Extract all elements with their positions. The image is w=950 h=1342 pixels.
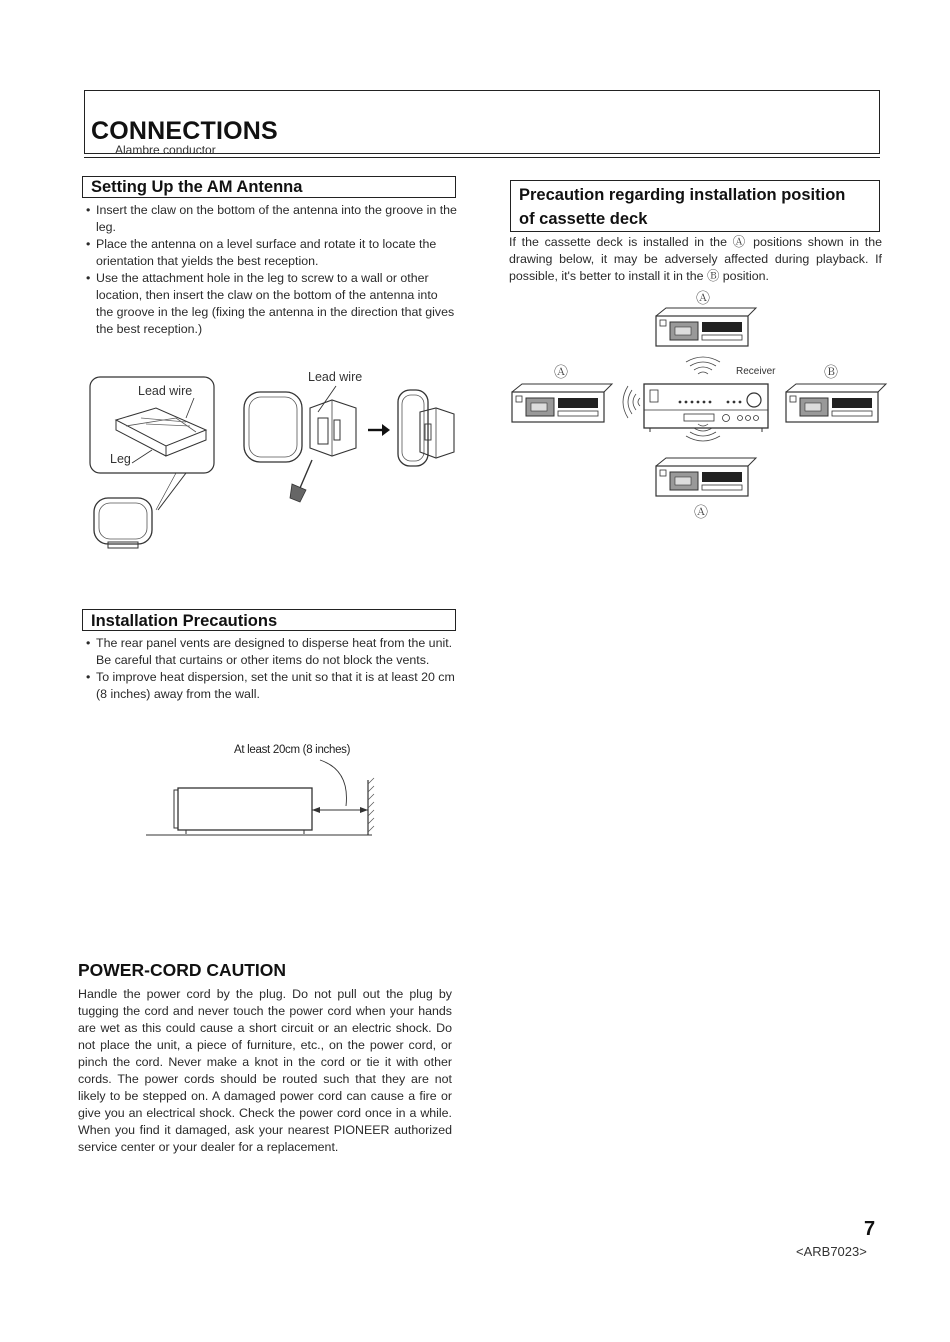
receiver-unit (644, 384, 768, 432)
cassette-heading-line2: of cassette deck (519, 210, 648, 228)
clearance-label: At least 20cm (8 inches) (234, 744, 351, 756)
cassette-heading-line1: Precaution regarding installation position (519, 186, 846, 204)
clearance-illustration (140, 740, 400, 850)
header-divider (84, 157, 880, 158)
installation-bullet-1: • The rear panel vents are designed to disperse heat from the unit. Be careful that curtains or other items do not block the vents. (86, 635, 458, 669)
page-title: CONNECTIONS (91, 117, 278, 145)
am-antenna-bullet-3: • Use the attachment hole in the leg to screw to a wall or other location, then insert the claw on the bottom of the antenna into the groove in the leg (fixing the antenna in the direction that gives the best reception.) (86, 270, 458, 338)
leg-label: Leg (110, 452, 131, 466)
cassette-figure (508, 286, 888, 526)
installation-bullets (86, 635, 458, 703)
am-antenna-heading-box (82, 176, 456, 198)
signal-waves-left (623, 386, 640, 418)
installation-heading-box (82, 609, 456, 631)
cassette-heading-box (510, 180, 880, 232)
lead-wire-label-right: Lead wire (308, 370, 363, 384)
lead-wire-label-left: Lead wire (138, 384, 193, 398)
position-a-top-label: Ⓐ (696, 290, 710, 306)
page-subtitle: Alambre conductor (115, 143, 216, 157)
signal-waves-top (686, 357, 720, 374)
installation-bullet-2: • To improve heat dispersion, set the unit so that it is at least 20 cm (8 inches) away from the wall. (86, 669, 458, 703)
deck-bottom (656, 458, 756, 496)
document-code: <ARB7023> (796, 1244, 867, 1259)
receiver-label: Receiver (736, 366, 776, 377)
deck-top (656, 308, 756, 346)
page-number: 7 (864, 1218, 876, 1240)
position-b-right-label: Ⓑ (824, 364, 838, 380)
am-antenna-bullet-2: • Place the antenna on a level surface and rotate it to locate the orientation that yields the best reception. (86, 236, 458, 270)
power-cord-paragraph: Handle the power cord by the plug. Do not pull out the plug by tugging the cord and never touch the power cord when your hands are wet as this could cause a short circuit or an electric shock. Do not place the unit, a piece of furniture, etc., on the power cord, or pinch the cord. Never make a knot in the cord or tie it with other cords. The power cords should be routed such that they are not likely to be stepped on. A damaged power cord can cause a fire or give you an electrical shock. Check the power cord once in a while. When you find it damaged, ask your nearest PIONEER authorized service center or your dealer for a replacement. (78, 987, 452, 1154)
installation-heading: Installation Precautions (91, 612, 278, 630)
cassette-paragraph: If the cassette deck is installed in the Ⓐ positions shown in the drawing below, it may be adversely affected during playback. If possible, it's better to install it in the Ⓑ position. (509, 235, 882, 283)
deck-left (512, 384, 612, 422)
am-antenna-figure (86, 360, 466, 560)
am-antenna-heading: Setting Up the AM Antenna (91, 178, 303, 196)
installation-figure (140, 740, 400, 850)
section-header-box (84, 90, 880, 157)
position-a-left-label: Ⓐ (554, 364, 568, 380)
signal-waves-bottom (686, 424, 720, 441)
cassette-placement-illustration (508, 286, 888, 526)
deck-right (786, 384, 886, 422)
am-antenna-bullet-1: • Insert the claw on the bottom of the antenna into the groove in the leg. (86, 202, 458, 236)
position-a-bottom-label: Ⓐ (694, 504, 708, 520)
am-antenna-bullets (86, 202, 458, 338)
power-cord-heading: POWER-CORD CAUTION (78, 960, 287, 980)
